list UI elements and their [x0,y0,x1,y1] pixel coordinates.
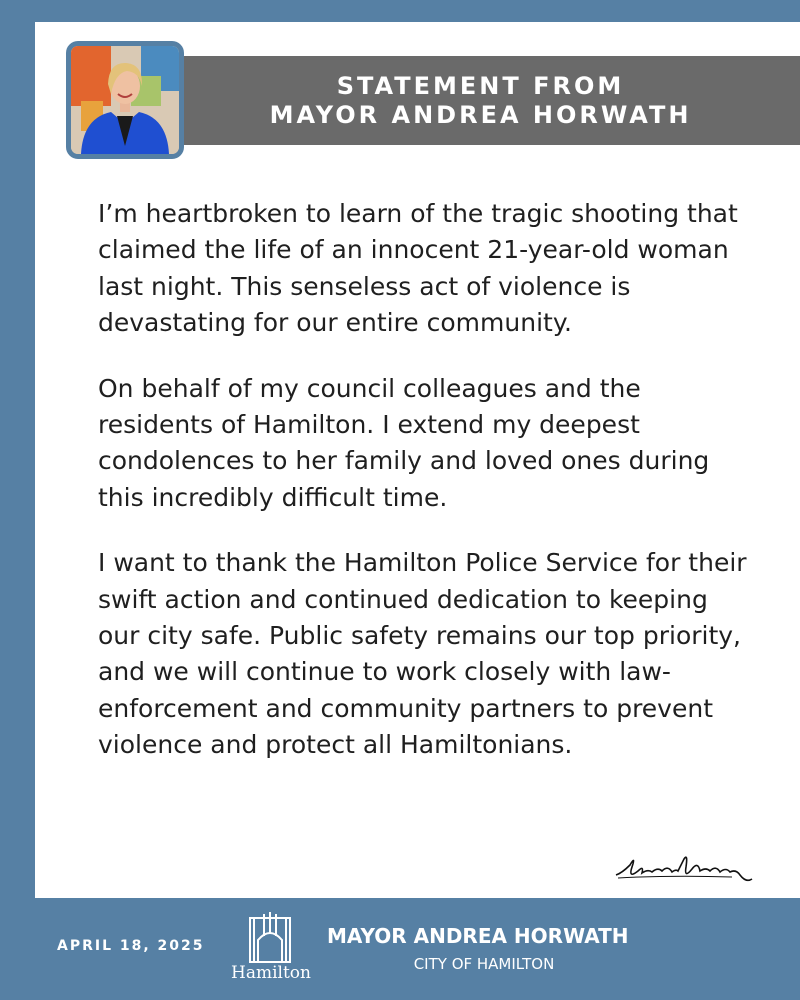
city-crest-icon [228,912,312,964]
title-line-2: MAYOR ANDREA HORWATH [269,100,692,129]
statement-date: APRIL 18, 2025 [57,938,205,954]
logo-wordmark: Hamilton [231,963,311,983]
statement-paragraph-3: I want to thank the Hamilton Police Service for their swift action and continued dedication to keeping our city safe. Public safety remains our top priority, and we will continue to work closely with law-enforcement and community partners to prevent violence and protect all Hamiltonians. [98,548,747,760]
page-title [188,56,773,145]
title-line-1: STATEMENT FROM [336,71,625,100]
statement-paragraph-2: On behalf of my council colleagues and the residents of Hamilton. I extend my deepest condolences to her family and loved ones during this incredibly difficult time. [98,373,710,512]
portrait-image [71,46,179,154]
mayor-signature [612,845,760,891]
statement-body [98,196,748,793]
footer-city-name: CITY OF HAMILTON [413,955,555,973]
mayor-portrait [66,41,184,159]
signature-icon [612,845,760,891]
footer-mayor-name: MAYOR ANDREA HORWATH [327,924,629,948]
statement-paragraph-1: I’m heartbroken to learn of the tragic shooting that claimed the life of an innocent 21-year-old woman last night. This senseless act of violence is devastating for our entire community. [98,199,738,338]
